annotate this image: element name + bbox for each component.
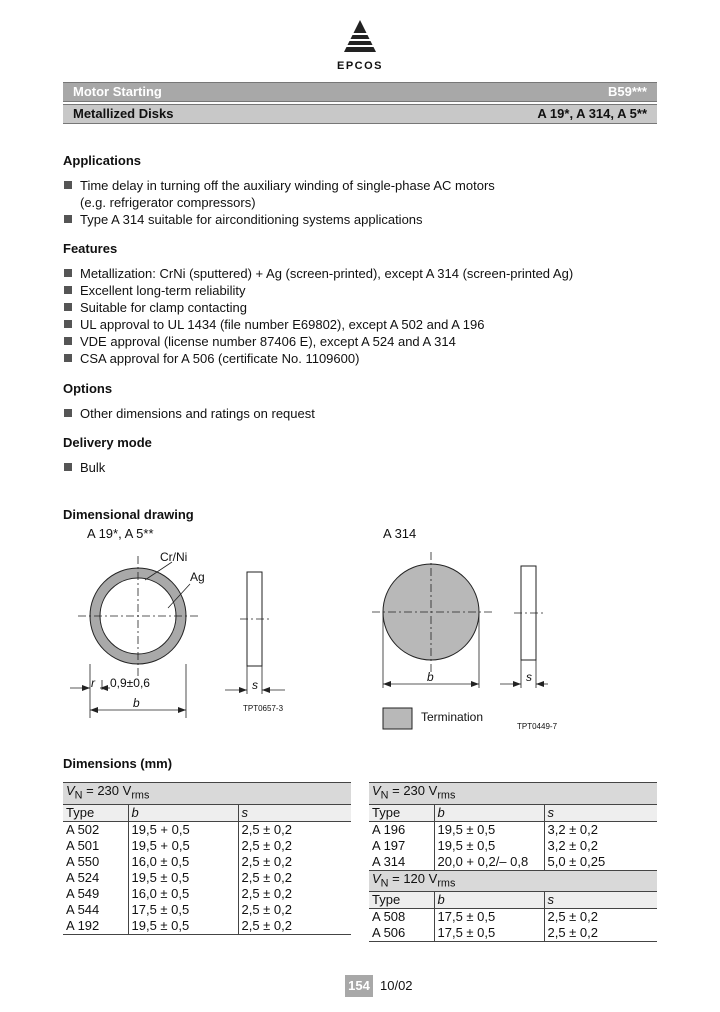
header-bar-product <box>63 104 657 124</box>
header-b: b <box>434 804 544 821</box>
drawing-right-caption: A 314 <box>383 526 417 541</box>
header-title: Motor Starting <box>73 84 162 99</box>
legend-termination: Termination <box>421 710 484 724</box>
voltage-cell: $V_N = 120$ $V_{rms}$ <box>369 870 657 892</box>
table-row <box>369 838 657 854</box>
list-item-continuation: (e.g. refrigerator compressors) <box>80 195 256 210</box>
table-header-row <box>63 804 351 821</box>
page-number: 154 <box>345 975 373 997</box>
table-row <box>63 821 351 838</box>
header-s: s <box>544 892 657 909</box>
list-item: Excellent long-term reliability <box>63 282 663 299</box>
cell-b: 19,5 ± 0,5 <box>434 821 544 838</box>
drawing-left-caption: A 19*, A 5** <box>87 526 154 541</box>
cell-s: 2,5 ± 0,2 <box>241 821 293 837</box>
table-row <box>369 854 657 871</box>
cell-b: 17,5 ± 0,5 <box>434 925 544 942</box>
cell-s: 2,5 ± 0,2 <box>241 885 293 901</box>
table-row <box>369 925 657 942</box>
header-s: s <box>544 804 657 821</box>
disk-side-view <box>500 566 548 688</box>
cell-b: 17,5 ± 0,5 <box>434 909 544 926</box>
cell-s: 2,5 ± 0,2 <box>238 918 351 935</box>
table-row <box>63 886 351 902</box>
delivery-list <box>63 459 663 476</box>
cell-type: A 501 <box>63 838 128 854</box>
list-item: Time delay in turning off the auxiliary winding of single-phase AC motors (e.g. refrigerator compressors) <box>63 177 663 211</box>
cell-s: 2,5 ± 0,2 <box>241 837 293 853</box>
table-header-row <box>369 804 657 821</box>
cell-type: A 506 <box>369 925 434 942</box>
cell-type: A 502 <box>63 821 128 838</box>
list-item: UL approval to UL 1434 (file number E69802), except A 502 and A 196 <box>63 316 663 333</box>
list-item: VDE approval (license number 87406 E), except A 524 and A 314 <box>63 333 663 350</box>
label-b-right: b <box>427 670 434 684</box>
cell-b: 19,5 ± 0,5 <box>434 838 544 854</box>
disk-drawing <box>372 552 492 688</box>
cell-type: A 197 <box>369 838 434 854</box>
table-row <box>369 909 657 926</box>
cell-type: A 524 <box>63 870 128 886</box>
label-s-right: s <box>526 670 532 684</box>
cell-b: 16,0 ± 0,5 <box>128 886 238 902</box>
list-item: Bulk <box>63 459 663 476</box>
cell-s: 2,5 ± 0,2 <box>544 925 657 942</box>
cell-type: A 549 <box>63 886 128 902</box>
header-b: b <box>128 804 238 821</box>
table-voltage-row <box>369 870 657 892</box>
header-type: Type <box>369 892 434 909</box>
cell-b: 19,5 + 0,5 <box>128 838 238 854</box>
header-subtitle: Metallized Disks <box>73 106 174 121</box>
cell-type: A 508 <box>369 909 434 926</box>
drawing-heading: Dimensional drawing <box>63 507 194 522</box>
page-date: 10/02 <box>380 978 413 993</box>
cell-s: 2,5 ± 0,2 <box>241 853 293 869</box>
cell-b: 20,0 + 0,2/– 0,8 <box>434 854 544 871</box>
applications-list <box>63 177 663 228</box>
cell-b: 17,5 ± 0,5 <box>128 902 238 918</box>
options-heading: Options <box>63 381 113 396</box>
label-s-left: s <box>252 678 258 692</box>
dimensions-heading: Dimensions (mm) <box>63 756 173 771</box>
options-list <box>63 405 663 422</box>
cell-b: 16,0 ± 0,5 <box>128 854 238 870</box>
table-header-row <box>369 892 657 909</box>
list-item: Other dimensions and ratings on request <box>63 405 663 422</box>
cell-s: 3,2 ± 0,2 <box>547 837 599 853</box>
cell-s: 2,5 ± 0,2 <box>547 909 599 925</box>
header-type: Type <box>63 804 128 821</box>
dimensions-table-right <box>369 782 657 942</box>
dimensions-table-left <box>63 782 351 935</box>
cell-type: A 314 <box>369 854 434 871</box>
features-list <box>63 265 663 367</box>
label-b-left: b <box>133 696 140 710</box>
list-item: Type A 314 suitable for airconditioning systems applications <box>63 211 663 228</box>
label-crni: Cr/Ni <box>160 550 188 564</box>
header-type: Type <box>369 804 434 821</box>
epcos-logo-icon <box>340 18 380 54</box>
table-row <box>369 821 657 838</box>
cell-type: A 550 <box>63 854 128 870</box>
cell-b: 19,5 ± 0,5 <box>128 918 238 935</box>
list-item: Suitable for clamp contacting <box>63 299 663 316</box>
list-item: CSA approval for A 506 (certificate No. 1109600) <box>63 350 663 367</box>
header-types: A 19*, A 314, A 5** <box>537 106 647 121</box>
cell-b: 19,5 ± 0,5 <box>128 870 238 886</box>
features-heading: Features <box>63 241 118 256</box>
cell-s: 2,5 ± 0,2 <box>241 901 293 917</box>
table-voltage-row <box>369 783 657 805</box>
ring-side-view <box>225 572 285 694</box>
delivery-heading: Delivery mode <box>63 435 152 450</box>
table-voltage-row <box>63 783 351 805</box>
logo-text: EPCOS <box>336 60 383 72</box>
table-row <box>63 854 351 870</box>
dimensional-drawing <box>60 540 680 740</box>
header-code: B59*** <box>607 84 647 99</box>
cell-type: A 192 <box>63 918 128 935</box>
cell-type: A 196 <box>369 821 434 838</box>
header-s: s <box>238 804 351 821</box>
epcos-logo <box>330 18 390 72</box>
cell-type: A 544 <box>63 902 128 918</box>
header-b: b <box>434 892 544 909</box>
cell-s: 5,0 ± 0,25 <box>544 854 657 871</box>
label-r-value: 0,9±0,6 <box>110 676 150 690</box>
cell-b: 19,5 + 0,5 <box>128 821 238 838</box>
voltage-cell: $V_N = 230$ $V_{rms}$ <box>369 783 657 805</box>
applications-heading: Applications <box>63 153 142 168</box>
label-ag: Ag <box>190 570 205 584</box>
table-row <box>63 902 351 918</box>
cell-s: 2,5 ± 0,2 <box>241 869 293 885</box>
label-r: r <box>91 676 95 690</box>
drawing-code-right: TPT0449-7 <box>517 722 558 731</box>
list-item: Metallization: CrNi (sputtered) + Ag (screen-printed), except A 314 (screen-printed Ag) <box>63 265 663 282</box>
cell-s: 3,2 ± 0,2 <box>547 821 599 837</box>
termination-swatch <box>383 708 412 729</box>
table-row <box>63 838 351 854</box>
header-bar-product-group <box>63 82 657 102</box>
table-row <box>63 918 351 935</box>
table-row <box>63 870 351 886</box>
drawing-code-left: TPT0657-3 <box>243 704 284 713</box>
ring-drawing <box>70 556 198 718</box>
voltage-cell: $V_N = 230$ $V_{rms}$ <box>63 783 351 805</box>
